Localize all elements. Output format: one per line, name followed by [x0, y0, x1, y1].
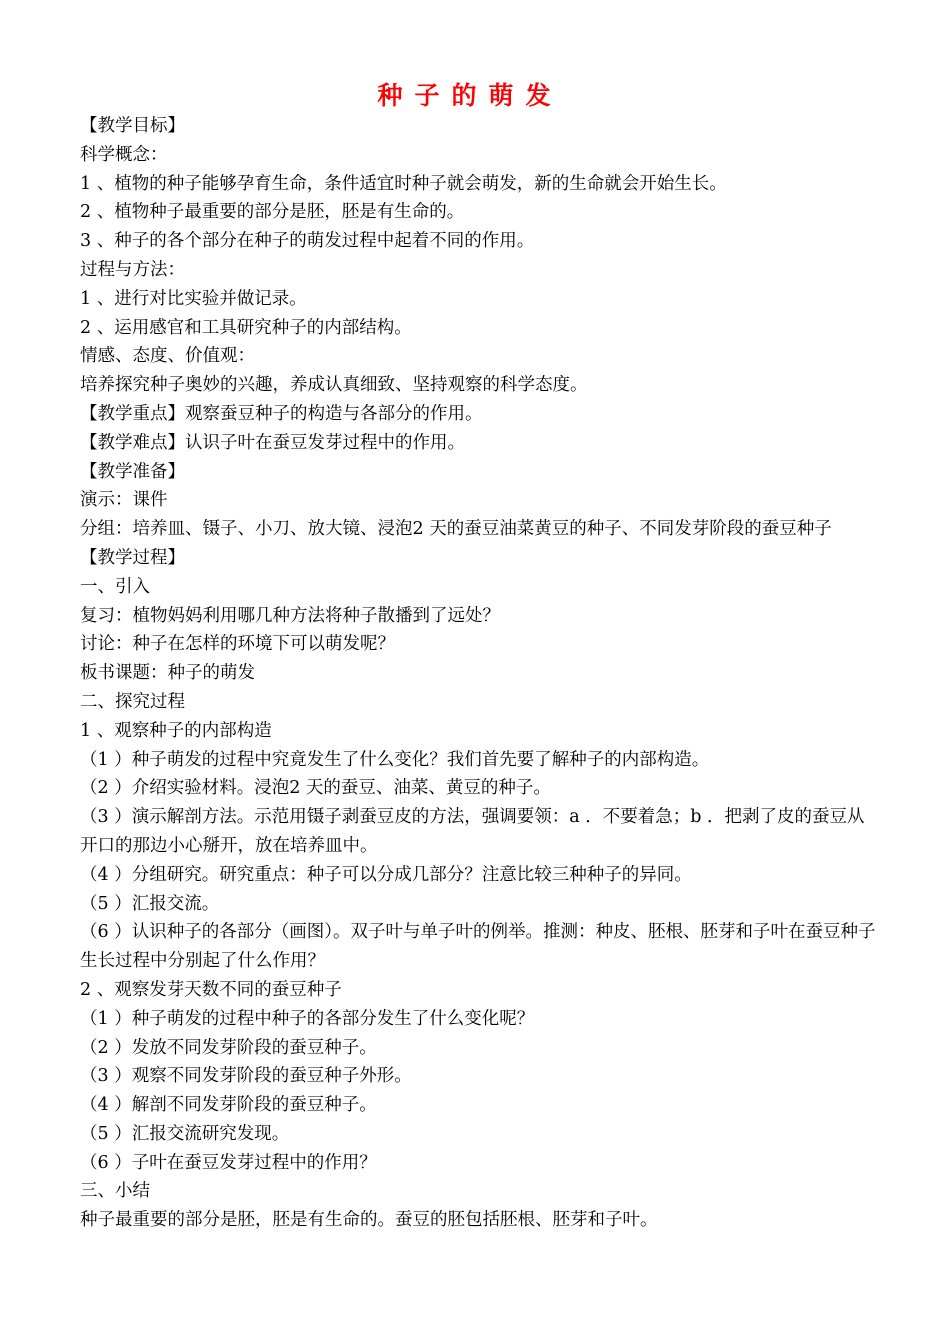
preparation-groups: 分组：培养皿、镊子、小刀、放大镜、浸泡2 天的蚕豆油菜黄豆的种子、不同发芽阶段的蚕豆种子	[80, 519, 832, 540]
inquiry-step-2-item-4: （4 ）解剖不同发芽阶段的蚕豆种子。	[80, 1095, 377, 1116]
preparation-demo: 演示：课件	[80, 490, 168, 511]
inquiry-step-1-item-5: （5 ）汇报交流。	[80, 893, 220, 914]
difficult-point: 【教学难点】认识子叶在蚕豆发芽过程中的作用。	[80, 432, 465, 453]
subheading-attitudes: 情感、态度、价值观：	[80, 346, 255, 367]
inquiry-step-1-item-6: （6 ）认识种子的各部分（画图）。双子叶与单子叶的例举。推测：种皮、胚根、胚芽和子叶在蚕豆种子生长过程中分别起了什么作用？	[80, 922, 876, 972]
part-heading-summary: 三、小结	[80, 1181, 150, 1202]
attitude-text: 培养探究种子奥妙的兴趣，养成认真细致、坚持观察的科学态度。	[80, 375, 588, 396]
method-item-1: 1 、进行对比实验并做记录。	[80, 288, 307, 309]
subheading-science-concepts: 科学概念：	[80, 144, 168, 165]
concept-item-2: 2 、植物种子最重要的部分是胚，胚是有生命的。	[80, 202, 465, 223]
subheading-process-methods: 过程与方法：	[80, 259, 185, 280]
part-heading-inquiry: 二、探究过程	[80, 691, 185, 712]
inquiry-step-1-item-3: （3 ）演示解剖方法。示范用镊子剥蚕豆皮的方法，强调要领：a ．不要着急；b ．把剥了皮的蚕豆从开口的那边小心掰开，放在培养皿中。	[80, 807, 865, 856]
inquiry-step-1-item-2: （2 ）介绍实验材料。浸泡2 天的蚕豆、油菜、黄豆的种子。	[80, 778, 551, 799]
summary-text: 种子最重要的部分是胚，胚是有生命的。蚕豆的胚包括胚根、胚芽和子叶。	[80, 1210, 658, 1231]
inquiry-step-2-item-2: （2 ）发放不同发芽阶段的蚕豆种子。	[80, 1037, 377, 1058]
inquiry-step-1-item-4: （4 ）分组研究。研究重点：种子可以分成几部分？注意比较三种种子的异同。	[80, 864, 692, 885]
intro-discussion: 讨论：种子在怎样的环境下可以萌发呢？	[80, 634, 395, 655]
key-point: 【教学重点】观察蚕豆种子的构造与各部分的作用。	[80, 403, 483, 424]
method-item-2: 2 、运用感官和工具研究种子的内部结构。	[80, 317, 412, 338]
inquiry-step-2-heading: 2 、观察发芽天数不同的蚕豆种子	[80, 979, 342, 1000]
inquiry-step-1-item-1: （1 ）种子萌发的过程中究竟发生了什么变化？我们首先要了解种子的内部构造。	[80, 749, 710, 770]
page-title: 种子的萌发	[377, 81, 563, 110]
section-heading-process: 【教学过程】	[80, 547, 185, 568]
concept-item-1: 1 、植物的种子能够孕育生命，条件适宜时种子就会萌发，新的生命就会开始生长。	[80, 173, 727, 194]
intro-board-title: 板书课题：种子的萌发	[80, 663, 255, 684]
inquiry-step-2-item-5: （5 ）汇报交流研究发现。	[80, 1123, 290, 1144]
concept-item-3: 3 、种子的各个部分在种子的萌发过程中起着不同的作用。	[80, 231, 535, 252]
inquiry-step-2-item-1: （1 ）种子萌发的过程中种子的各部分发生了什么变化呢？	[80, 1008, 535, 1029]
document-body	[80, 112, 880, 1235]
section-heading-preparation: 【教学准备】	[80, 461, 185, 482]
inquiry-step-2-item-6: （6 ）子叶在蚕豆发芽过程中的作用？	[80, 1152, 377, 1173]
section-heading-objectives: 【教学目标】	[80, 116, 185, 136]
inquiry-step-1-heading: 1 、观察种子的内部构造	[80, 720, 272, 741]
inquiry-step-2-item-3: （3 ）观察不同发芽阶段的蚕豆种子外形。	[80, 1066, 412, 1087]
part-heading-intro: 一、引入	[80, 576, 150, 597]
intro-review: 复习：植物妈妈利用哪几种方法将种子散播到了远处？	[80, 605, 500, 626]
